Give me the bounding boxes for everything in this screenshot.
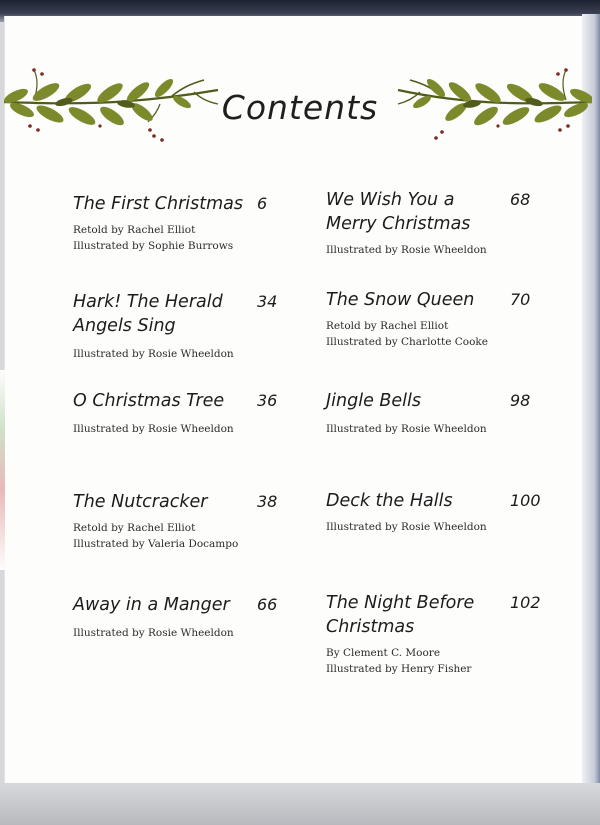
toc-entry <box>326 188 536 258</box>
story-title: Deck the Halls <box>326 491 453 511</box>
credit-line: Illustrated by Rosie Wheeldon <box>73 627 234 639</box>
page-number: 68 <box>510 190 531 209</box>
story-title: We Wish You a Merry Christmas <box>326 190 471 234</box>
page-number: 36 <box>257 391 278 410</box>
toc-entry <box>73 490 283 552</box>
toc-entry <box>73 290 283 362</box>
credit-line: Illustrated by Rosie Wheeldon <box>326 521 487 533</box>
toc-entry <box>73 389 283 437</box>
credit-line: Illustrated by Valeria Docampo <box>73 538 239 550</box>
story-title: The Snow Queen <box>326 290 475 310</box>
page-edge-strip <box>0 370 5 570</box>
toc-entry <box>326 489 541 535</box>
toc-entry <box>326 389 536 437</box>
page-number: 34 <box>257 292 278 311</box>
credit-line: Illustrated by Rosie Wheeldon <box>73 423 234 435</box>
story-title: Away in a Manger <box>73 595 230 615</box>
credit-line: Retold by Rachel Elliot <box>73 224 196 236</box>
credit-line: Illustrated by Henry Fisher <box>326 663 472 675</box>
toc-entry <box>326 288 536 350</box>
story-title: Hark! The Herald Angels Sing <box>73 292 223 336</box>
credit-line: Illustrated by Rosie Wheeldon <box>326 244 487 256</box>
credit-line: Retold by Rachel Elliot <box>326 320 449 332</box>
credit-line: Illustrated by Sophie Burrows <box>73 240 234 252</box>
credit-line: Illustrated by Rosie Wheeldon <box>326 423 487 435</box>
story-title: The Nutcracker <box>73 492 208 512</box>
page-title: Contents <box>221 88 379 127</box>
story-title: The First Christmas <box>73 194 244 214</box>
page-number: 70 <box>510 290 531 309</box>
page-number: 98 <box>510 391 531 410</box>
story-title: O Christmas Tree <box>73 391 225 411</box>
toc-entry <box>73 593 283 641</box>
story-title: Jingle Bells <box>326 391 422 411</box>
credit-line: Retold by Rachel Elliot <box>73 522 196 534</box>
credit-line: By Clement C. Moore <box>326 647 441 659</box>
story-title: The Night Before Christmas <box>326 593 475 637</box>
toc-entry <box>73 192 283 254</box>
toc-entry <box>326 591 541 677</box>
credit-line: Illustrated by Charlotte Cooke <box>326 336 488 348</box>
scanner-bed <box>0 783 600 825</box>
page-number: 6 <box>257 194 268 213</box>
page-number: 100 <box>510 491 541 510</box>
credit-line: Illustrated by Rosie Wheeldon <box>73 348 234 360</box>
page-number: 38 <box>257 492 278 511</box>
page-number: 102 <box>510 593 541 612</box>
page-number: 66 <box>257 595 278 614</box>
